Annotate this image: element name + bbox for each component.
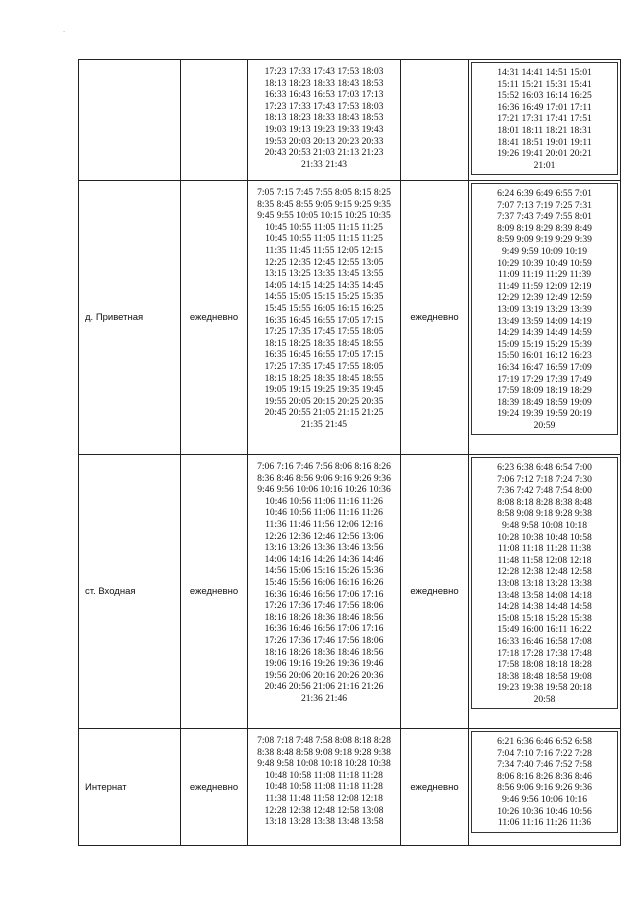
time-line: 8:59 9:09 9:19 9:29 9:39 <box>497 234 592 246</box>
time-line: 14:28 14:38 14:48 14:58 <box>497 601 592 613</box>
time-line: 8:08 8:18 8:28 8:38 8:48 <box>497 496 592 508</box>
time-line: 12:25 12:35 12:45 12:55 13:05 <box>264 256 384 268</box>
time-line: 7:06 7:16 7:46 7:56 8:06 8:16 8:26 <box>257 461 391 472</box>
time-line: 11:36 11:46 11:56 12:06 12:16 <box>265 518 383 530</box>
times-list <box>471 731 618 833</box>
time-line: 11:35 11:45 11:55 12:05 12:15 <box>265 244 383 256</box>
time-line: 20:46 20:56 21:06 21:16 21:26 <box>264 681 384 693</box>
time-line: 7:05 7:15 7:45 7:55 8:05 8:15 8:25 <box>257 187 391 198</box>
time-line: 10:45 10:55 11:05 11:15 11:25 <box>265 221 383 233</box>
time-line: 18:15 18:25 18:35 18:45 18:55 <box>264 337 384 349</box>
frequency-cell <box>401 181 469 455</box>
time-line: 10:28 10:38 10:48 10:58 <box>497 531 592 543</box>
time-line: 8:58 9:08 9:18 9:28 9:38 <box>497 508 592 520</box>
time-line: 9:45 9:55 10:05 10:15 10:25 10:35 <box>257 210 391 222</box>
times-list <box>471 62 618 175</box>
time-line: 15:09 15:19 15:29 15:39 <box>497 338 592 350</box>
table-row <box>79 60 621 181</box>
time-line: 19:03 19:13 19:23 19:33 19:43 <box>264 123 384 135</box>
time-line: 21:36 21:46 <box>300 692 348 704</box>
frequency-cell <box>181 60 248 181</box>
time-line: 9:48 9:58 10:08 10:18 <box>501 519 587 531</box>
frequency-cell <box>401 729 469 846</box>
departure-times-cell <box>248 455 401 729</box>
frequency-text: ежедневно <box>189 312 239 323</box>
table-row <box>79 181 621 455</box>
time-line: 7:08 7:18 7:48 7:58 8:08 8:18 8:28 <box>257 735 391 746</box>
frequency-cell <box>181 729 248 846</box>
time-line: 11:06 11:16 11:26 11:36 <box>497 817 592 829</box>
stop-name: ст. Входная <box>85 586 136 597</box>
times-list <box>248 60 400 173</box>
time-line: 19:06 19:16 19:26 19:36 19:46 <box>264 658 384 670</box>
time-line: 15:45 15:55 16:05 16:15 16:25 <box>264 302 384 314</box>
frequency-text: ежедневно <box>189 586 239 597</box>
times-list <box>471 183 618 435</box>
time-line: 17:18 17:28 17:38 17:48 <box>497 647 592 659</box>
frequency-text: ежедневно <box>410 586 459 597</box>
time-line: 19:55 20:05 20:15 20:25 20:35 <box>264 395 384 407</box>
time-line: 14:05 14:15 14:25 14:35 14:45 <box>264 279 384 291</box>
times-list <box>471 457 618 709</box>
time-line: 12:26 12:36 12:46 12:56 13:06 <box>264 530 384 542</box>
time-line: 16:36 16:46 16:56 17:06 17:16 <box>264 588 384 600</box>
times-list <box>248 181 400 433</box>
time-line: 19:24 19:39 19:59 20:19 <box>497 408 592 420</box>
time-line: 11:49 11:59 12:09 12:19 <box>497 280 592 292</box>
time-line: 9:49 9:59 10:09 10:19 <box>501 245 587 257</box>
time-line: 15:50 16:01 16:12 16:23 <box>497 350 592 362</box>
time-line: 8:35 8:45 8:55 9:05 9:15 9:25 9:35 <box>257 198 391 210</box>
return-times-cell <box>469 60 621 181</box>
time-line: 10:48 10:58 11:08 11:18 11:28 <box>265 781 383 793</box>
frequency-cell <box>181 455 248 729</box>
time-line: 8:56 9:06 9:16 9:26 9:36 <box>497 782 592 794</box>
time-line: 13:15 13:25 13:35 13:45 13:55 <box>264 268 384 280</box>
time-line: 12:28 12:38 12:48 12:58 13:08 <box>264 804 384 816</box>
time-line: 18:39 18:49 18:59 19:09 <box>497 396 592 408</box>
table-row <box>79 455 621 729</box>
return-times-cell <box>469 181 621 455</box>
time-line: 18:13 18:23 18:33 18:43 18:53 <box>264 77 384 89</box>
time-line: 17:58 18:08 18:18 18:28 <box>497 659 592 671</box>
time-line: 10:48 10:58 11:08 11:18 11:28 <box>265 769 383 781</box>
times-list <box>248 455 400 707</box>
stop-name: д. Приветная <box>85 312 144 323</box>
time-line: 8:09 8:19 8:29 8:39 8:49 <box>497 222 592 234</box>
time-line: 9:46 9:56 10:06 10:16 10:26 10:36 <box>257 484 391 496</box>
time-line: 12:28 12:38 12:48 12:58 <box>497 566 592 578</box>
stop-name: Интернат <box>85 781 127 793</box>
time-line: 13:08 13:18 13:28 13:38 <box>497 577 592 589</box>
stop-name-cell <box>79 729 181 846</box>
time-line: 10:29 10:39 10:49 10:59 <box>497 257 592 269</box>
stop-name-cell <box>79 60 181 181</box>
frequency-text: ежедневно <box>410 781 459 793</box>
time-line: 17:19 17:29 17:39 17:49 <box>497 373 592 385</box>
time-line: 17:25 17:35 17:45 17:55 18:05 <box>264 360 384 372</box>
time-line: 11:09 11:19 11:29 11:39 <box>497 269 592 281</box>
frequency-cell <box>401 455 469 729</box>
time-line: 20:59 <box>533 419 556 431</box>
time-line: 15:49 16:00 16:11 16:22 <box>497 624 592 636</box>
time-line: 11:48 11:58 12:08 12:18 <box>497 554 592 566</box>
time-line: 8:06 8:16 8:26 8:36 8:46 <box>497 770 592 782</box>
time-line: 15:46 15:56 16:06 16:16 16:26 <box>264 576 384 588</box>
stop-name-cell <box>79 455 181 729</box>
time-line: 8:36 8:46 8:56 9:06 9:16 9:26 9:36 <box>257 472 391 484</box>
time-line: 17:21 17:31 17:41 17:51 <box>497 113 592 125</box>
time-line: 13:49 13:59 14:09 14:19 <box>497 315 592 327</box>
time-line: 16:35 16:45 16:55 17:05 17:15 <box>264 314 384 326</box>
time-line: 17:23 17:33 17:43 17:53 18:03 <box>264 100 384 112</box>
frequency-cell <box>181 181 248 455</box>
time-line: 18:01 18:11 18:21 18:31 <box>497 124 592 136</box>
time-line: 18:16 18:26 18:36 18:46 18:56 <box>264 611 384 623</box>
time-line: 8:38 8:48 8:58 9:08 9:18 9:28 9:38 <box>257 746 391 758</box>
frequency-text: ежедневно <box>189 781 239 793</box>
time-line: 7:06 7:12 7:18 7:24 7:30 <box>497 473 592 485</box>
time-line: 10:45 10:55 11:05 11:15 11:25 <box>265 233 383 245</box>
table-row <box>79 729 621 846</box>
time-line: 16:35 16:45 16:55 17:05 17:15 <box>264 349 384 361</box>
time-line: 17:25 17:35 17:45 17:55 18:05 <box>264 326 384 338</box>
time-line: 10:46 10:56 11:06 11:16 11:26 <box>265 507 383 519</box>
time-line: 15:52 16:03 16:14 16:25 <box>497 90 592 102</box>
time-line: 14:29 14:39 14:49 14:59 <box>497 327 592 339</box>
time-line: 7:07 7:13 7:19 7:25 7:31 <box>497 199 592 211</box>
time-line: 6:24 6:39 6:49 6:55 7:01 <box>497 188 592 199</box>
time-line: 21:33 21:43 <box>300 158 348 170</box>
time-line: 20:58 <box>533 693 556 705</box>
time-line: 17:23 17:33 17:43 17:53 18:03 <box>264 66 384 77</box>
schedule-table <box>78 59 621 846</box>
time-line: 10:46 10:56 11:06 11:16 11:26 <box>265 495 383 507</box>
time-line: 16:36 16:49 17:01 17:11 <box>497 101 592 113</box>
times-list <box>248 729 400 831</box>
time-line: 21:01 <box>533 159 556 171</box>
time-line: 7:34 7:40 7:46 7:52 7:58 <box>497 759 592 771</box>
time-line: 14:31 14:41 14:51 15:01 <box>497 67 592 78</box>
time-line: 21:35 21:45 <box>300 418 348 430</box>
time-line: 20:43 20:53 21:03 21:13 21:23 <box>264 147 384 159</box>
time-line: 11:38 11:48 11:58 12:08 12:18 <box>265 792 383 804</box>
page-mark: - <box>63 27 66 35</box>
time-line: 18:13 18:23 18:33 18:43 18:53 <box>264 112 384 124</box>
time-line: 19:05 19:15 19:25 19:35 19:45 <box>264 384 384 396</box>
time-line: 13:48 13:58 14:08 14:18 <box>497 589 592 601</box>
return-times-cell <box>469 729 621 846</box>
time-line: 14:56 15:06 15:16 15:26 15:36 <box>264 565 384 577</box>
time-line: 13:18 13:28 13:38 13:48 13:58 <box>264 816 384 828</box>
return-times-cell <box>469 455 621 729</box>
time-line: 14:06 14:16 14:26 14:36 14:46 <box>264 553 384 565</box>
time-line: 19:26 19:41 20:01 20:21 <box>497 148 592 160</box>
time-line: 17:26 17:36 17:46 17:56 18:06 <box>264 634 384 646</box>
time-line: 16:36 16:46 16:56 17:06 17:16 <box>264 623 384 635</box>
time-line: 19:56 20:06 20:16 20:26 20:36 <box>264 669 384 681</box>
time-line: 6:21 6:36 6:46 6:52 6:58 <box>497 736 592 747</box>
time-line: 7:37 7:43 7:49 7:55 8:01 <box>497 211 592 223</box>
departure-times-cell <box>248 181 401 455</box>
time-line: 14:55 15:05 15:15 15:25 15:35 <box>264 291 384 303</box>
time-line: 18:38 18:48 18:58 19:08 <box>497 670 592 682</box>
time-line: 7:04 7:10 7:16 7:22 7:28 <box>497 747 592 759</box>
departure-times-cell <box>248 60 401 181</box>
time-line: 16:33 16:43 16:53 17:03 17:13 <box>264 89 384 101</box>
time-line: 7:36 7:42 7:48 7:54 8:00 <box>497 485 592 497</box>
time-line: 11:08 11:18 11:28 11:38 <box>497 543 592 555</box>
time-line: 13:09 13:19 13:29 13:39 <box>497 303 592 315</box>
time-line: 16:33 16:46 16:58 17:08 <box>497 635 592 647</box>
time-line: 18:41 18:51 19:01 19:11 <box>497 136 592 148</box>
time-line: 17:26 17:36 17:46 17:56 18:06 <box>264 600 384 612</box>
time-line: 9:46 9:56 10:06 10:16 <box>501 793 587 805</box>
time-line: 16:34 16:47 16:59 17:09 <box>497 361 592 373</box>
frequency-cell <box>401 60 469 181</box>
departure-times-cell <box>248 729 401 846</box>
time-line: 10:26 10:36 10:46 10:56 <box>497 805 592 817</box>
time-line: 15:08 15:18 15:28 15:38 <box>497 612 592 624</box>
time-line: 6:23 6:38 6:48 6:54 7:00 <box>497 462 592 473</box>
time-line: 15:11 15:21 15:31 15:41 <box>497 78 592 90</box>
time-line: 20:45 20:55 21:05 21:15 21:25 <box>264 407 384 419</box>
time-line: 9:48 9:58 10:08 10:18 10:28 10:38 <box>257 758 391 770</box>
time-line: 18:16 18:26 18:36 18:46 18:56 <box>264 646 384 658</box>
time-line: 19:23 19:38 19:58 20:18 <box>497 682 592 694</box>
frequency-text: ежедневно <box>410 312 459 323</box>
time-line: 12:29 12:39 12:49 12:59 <box>497 292 592 304</box>
time-line: 18:15 18:25 18:35 18:45 18:55 <box>264 372 384 384</box>
stop-name-cell <box>79 181 181 455</box>
time-line: 19:53 20:03 20:13 20:23 20:33 <box>264 135 384 147</box>
time-line: 17:59 18:09 18:19 18:29 <box>497 385 592 397</box>
time-line: 13:16 13:26 13:36 13:46 13:56 <box>264 542 384 554</box>
